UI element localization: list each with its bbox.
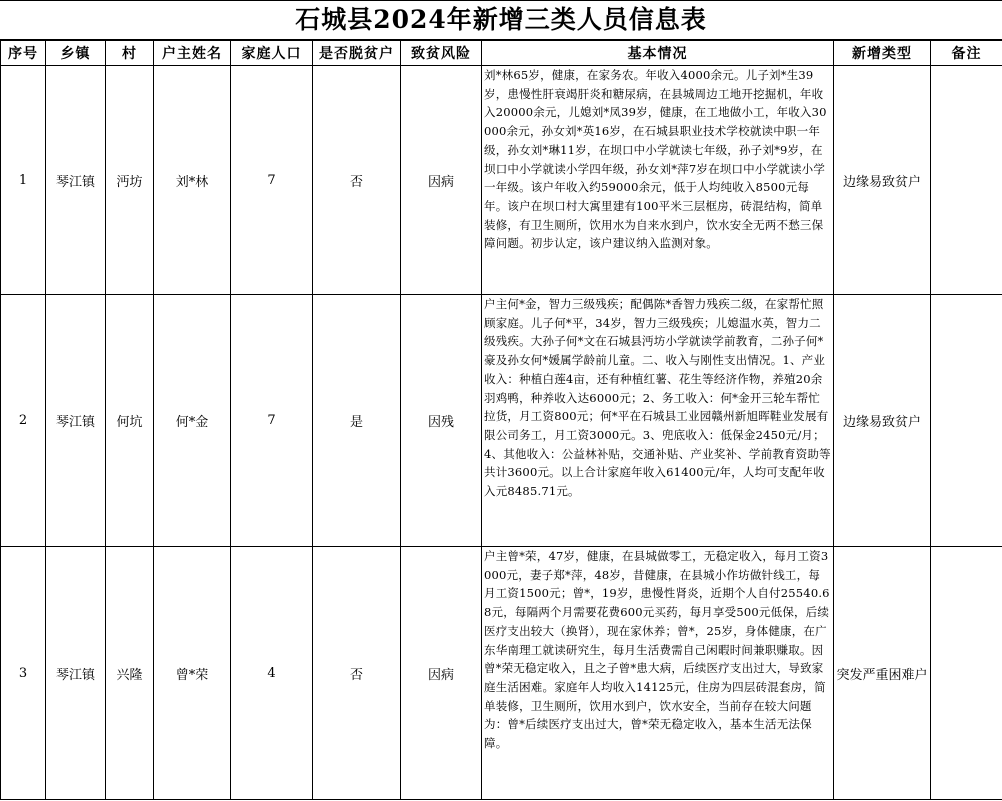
cell-type: 边缘易致贫户 [834, 66, 931, 295]
header-row [1, 41, 1002, 66]
cell-town: 琴江镇 [46, 547, 106, 800]
sheet-title: 石城县2024年新增三类人员信息表 [0, 0, 1002, 40]
col-header-desc: 基本情况 [482, 41, 834, 66]
info-table [0, 40, 1002, 800]
col-header-note: 备注 [931, 41, 1002, 66]
cell-village: 沔坊 [106, 66, 154, 295]
cell-town: 琴江镇 [46, 295, 106, 547]
cell-risk: 因残 [401, 295, 482, 547]
cell-desc: 刘*林65岁，健康，在家务农。年收入4000余元。儿子刘*生39岁，患慢性肝衰竭肝炎和糖尿病，在县城周边工地开挖掘机，年收入20000余元，儿媳刘*凤39岁，健康，在工地做小工，年收入30000余元，孙女刘*英16岁，在石城县职业技术学校就读中职一年级，孙女刘*琳11岁，在坝口中小学就读七年级，孙子刘*9岁，在坝口中小学就读小学四年级，孙女刘*萍7岁在坝口中小学就读小学一年级。该户年收入约59000余元，低于人均纯收入8500元每年。该户在坝口村大寓里建有100平米三层框房，砖混结构，简单装修，有卫生厕所，饮用水为自来水到户，饮水安全无两不愁三保障问题。初步认定，该户建议纳入监测对象。 [482, 66, 834, 295]
cell-note [931, 547, 1002, 800]
cell-village: 兴隆 [106, 547, 154, 800]
cell-size: 7 [231, 66, 313, 295]
cell-size: 7 [231, 295, 313, 547]
cell-size: 4 [231, 547, 313, 800]
col-header-village: 村 [106, 41, 154, 66]
cell-note [931, 66, 1002, 295]
col-header-head: 户主姓名 [154, 41, 231, 66]
col-header-no: 序号 [1, 41, 46, 66]
cell-escaped: 否 [313, 547, 401, 800]
col-header-size: 家庭人口 [231, 41, 313, 66]
cell-town: 琴江镇 [46, 66, 106, 295]
cell-risk: 因病 [401, 66, 482, 295]
cell-desc: 户主曾*荣，47岁，健康，在县城做零工，无稳定收入，每月工资3000元，妻子郑*萍，48岁，昔健康，在县城小作坊做针线工，每月工资1500元；曾*，19岁，患慢性肾炎，近期个人自付25540.68元，每隔两个月需要花费600元买药，每月享受500元低保，后续医疗支出较大（换肾），现在家休养；曾*，25岁，身体健康，在广东华南理工就读研究生，每月生活费需自己闲暇时间兼职赚取。因曾*荣无稳定收入，且之子曾*患大病，后续医疗支出过大，导致家庭生活困难。家庭年人均收入14125元，住房为四层砖混套房，简单装修，卫生厕所，饮用水到户，饮水安全，当前存在较大问题为：曾*后续医疗支出过大，曾*荣无稳定收入，基本生活无法保障。 [482, 547, 834, 800]
cell-no: 3 [1, 547, 46, 800]
cell-head: 刘*林 [154, 66, 231, 295]
cell-no: 1 [1, 66, 46, 295]
cell-risk: 因病 [401, 547, 482, 800]
cell-no: 2 [1, 295, 46, 547]
cell-type: 边缘易致贫户 [834, 295, 931, 547]
table-row [1, 66, 1002, 295]
table-row [1, 295, 1002, 547]
cell-head: 何*金 [154, 295, 231, 547]
cell-note [931, 295, 1002, 547]
col-header-town: 乡镇 [46, 41, 106, 66]
cell-escaped: 否 [313, 66, 401, 295]
table-row [1, 547, 1002, 800]
cell-desc: 户主何*金，智力三级残疾；配偶陈*香智力残疾二级，在家帮忙照顾家庭。儿子何*平，34岁，智力三级残疾；儿媳温水英，智力二级残疾。大孙子何*文在石城县沔坊小学就读学前教育，二孙子何*豪及孙女何*媛属学龄前儿童。二、收入与刚性支出情况。1、产业收入：种植白莲4亩，还有种植红薯、花生等经济作物，养殖20余羽鸡鸭，种养收入达6000元；2、务工收入：何*金开三轮车帮忙拉货，月工资800元；何*平在石城县工业园赣州新旭晖鞋业发展有限公司务工，月工资3000元。3、兜底收入：低保金2450元/月；4、其他收入：公益林补贴，交通补贴、产业奖补、学前教育资助等共计3600元。以上合计家庭年收入61400元/年，人均可支配年收入元8485.71元。 [482, 295, 834, 547]
cell-head: 曾*荣 [154, 547, 231, 800]
col-header-risk: 致贫风险 [401, 41, 482, 66]
col-header-type: 新增类型 [834, 41, 931, 66]
cell-escaped: 是 [313, 295, 401, 547]
cell-type: 突发严重困难户 [834, 547, 931, 800]
col-header-escaped: 是否脱贫户 [313, 41, 401, 66]
cell-village: 何坑 [106, 295, 154, 547]
